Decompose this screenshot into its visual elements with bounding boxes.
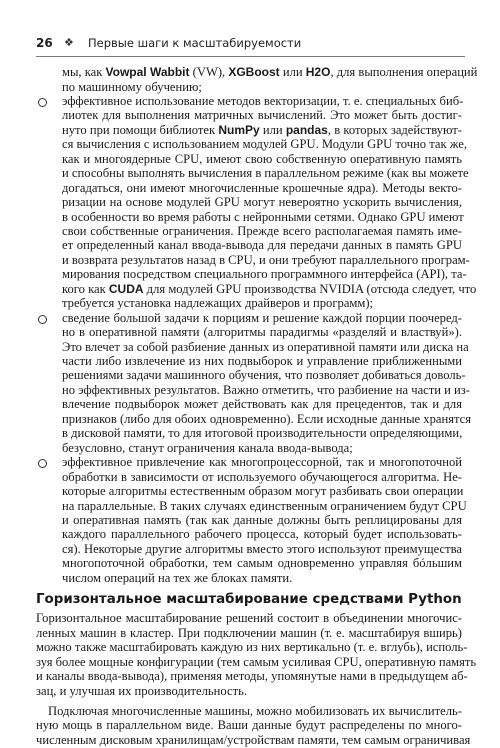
text-line: Это влечет за собой разбиение данных из оперативной памяти или диска на	[62, 339, 469, 354]
text-line: безусловно, станут ограничения канала ввода-вывода;	[62, 440, 353, 455]
text-line: в дисковой памяти, то для итоговой производительности определяющими,	[62, 426, 463, 441]
text-line: требуется установка надлежащих драйверов и программ);	[62, 296, 374, 311]
text-line: обработки в зависимости от используемого обучающегося алгоритма. Не-	[62, 469, 462, 484]
running-title: Первые шаги к масштабируемости	[88, 36, 302, 50]
text-line: каждого параллельного рабочего процесса, который будет использовать-	[62, 527, 462, 542]
bullet-icon	[38, 459, 47, 468]
text-line: ленных машин в кластер. При подключении машин (т. е. масштабируя вширь)	[36, 625, 462, 640]
text-line: мирования посредством специального программного интерфейса (API), та-	[62, 267, 467, 282]
text-line: сведение большой задачи к порциям и решение каждой порции поочеред-	[62, 310, 462, 325]
term-h2o: H2O	[305, 65, 331, 79]
term-pandas: pandas	[285, 122, 328, 137]
text-line: и способны выполнять вычисления в параллельном режиме (как вы можете	[62, 166, 469, 181]
text-line: ся вычисления с использованием модулей GPU. Модули GPU точно так же,	[62, 137, 468, 152]
text-line: лиотек для выполнения матричных вычислений. Это может быть достиг-	[62, 108, 462, 123]
text-line: ся). Некоторые другие алгоритмы вместо этого используют преимущества	[62, 541, 462, 556]
text-line: многопоточной обработки, тем самым одновременно управляя бóльшим	[62, 556, 462, 571]
text-line: и возврата результатов назад в CPU, и они требуют параллельного програм-	[62, 252, 470, 267]
text-line: свои собственные ограничения. Прежде всего располагаемая память име-	[62, 223, 462, 238]
text-line: в особенности во время работы с нейронными сетями. Однако GPU имеют	[62, 209, 464, 224]
text-line: и каналы ввода-вывода), применяя методы, упомянутые нами в предыдущем аб-	[36, 669, 468, 683]
term-vowpal: Vowpal Wabbit	[105, 65, 190, 79]
text-line: эффективное привлечение как многопроцессорной, так и многопоточной	[62, 455, 462, 470]
section-heading: Горизонтальное масштабирование средствами Python	[36, 592, 462, 608]
text-line: признаков (либо для обоих одновременно). Если исходные данные хранятся	[62, 411, 472, 426]
text-line: Горизонтальное масштабирование решений состоит в объединении многочис-	[36, 611, 462, 626]
text-line: зуя более мощные конфигурации (тем самым усиливая CPU, оперативную память	[36, 654, 477, 669]
text-line: ет определенный канал ввода-вывода для передачи данных в память GPU	[62, 238, 462, 253]
text-line: но эффективных результатов. Важно отметить, что разбиение на части и из-	[62, 382, 470, 397]
text-line: эффективное использование методов векторизации, т. е. специальных биб-	[62, 93, 464, 108]
text-line: догадаться, они имеют многочисленные крошечные ядра). Методы векто-	[62, 180, 462, 195]
text-line: ную мощь в параллельном виде. Ваши данные будут распределены по много-	[36, 718, 462, 733]
text-line: нуто при помощи библиотек NumPy или pandas, в которых задействуют-	[62, 122, 462, 137]
text-line: мы, как Vowpal Wabbit (VW), XGBoost или H2O, для выполнения операций	[62, 65, 478, 79]
bullet-icon	[38, 315, 47, 324]
text-line: по машинному обучению;	[62, 79, 202, 94]
text-line: Подключая многочисленные машины, можно мобилизовать их вычислитель-	[48, 703, 462, 718]
text-line: кого как CUDA для модулей GPU производства NVIDIA (отсюда следует, что	[62, 281, 477, 296]
text-line: можно также масштабировать каждую из них вертикально (т. е. вглубь), исполь-	[36, 640, 468, 655]
text-line: как и многоядерные CPU, имеют свою собственную оперативную память	[62, 151, 462, 166]
text-line: на параллельные. В таких случаях единственным ограничением будут CPU	[62, 498, 467, 513]
header-rule	[36, 56, 465, 57]
text-line: и оперативная память (так как данные должны быть реплицированы для	[62, 513, 462, 527]
text-line: ризации на основе модулей GPU могут невероятно ускорить вычисления,	[62, 195, 462, 209]
text-line: которые алгоритмы естественным образом могут разбивать свои операции	[62, 484, 464, 498]
page-number: 26	[36, 36, 53, 50]
text-line: но в оперативной памяти (алгоритмы парадигмы «разделяй и властвуй»).	[62, 325, 462, 340]
term-xgboost: XGBoost	[228, 65, 280, 79]
text-line: численным дисковым хранилищам/устройствам памяти, тем самым ограничивая	[36, 732, 471, 747]
term-numpy: NumPy	[218, 122, 260, 137]
text-line: зац, и улучшая их производительность.	[36, 683, 248, 698]
term-cuda: CUDA	[108, 281, 144, 296]
text-line: части либо извлечение из них подвыборок и управление приближенными	[62, 354, 462, 368]
page-header	[36, 36, 465, 53]
text-line: влечение подвыборок может действовать как для прецедентов, так и для	[62, 397, 462, 412]
text-line: решениями задачи машинного обучения, что позволяет добиваться доволь-	[62, 368, 466, 383]
bullet-icon	[38, 98, 47, 107]
separator-glyph: ❖	[64, 36, 74, 49]
text-line: числом операций на тех же блоках памяти.	[62, 570, 293, 585]
